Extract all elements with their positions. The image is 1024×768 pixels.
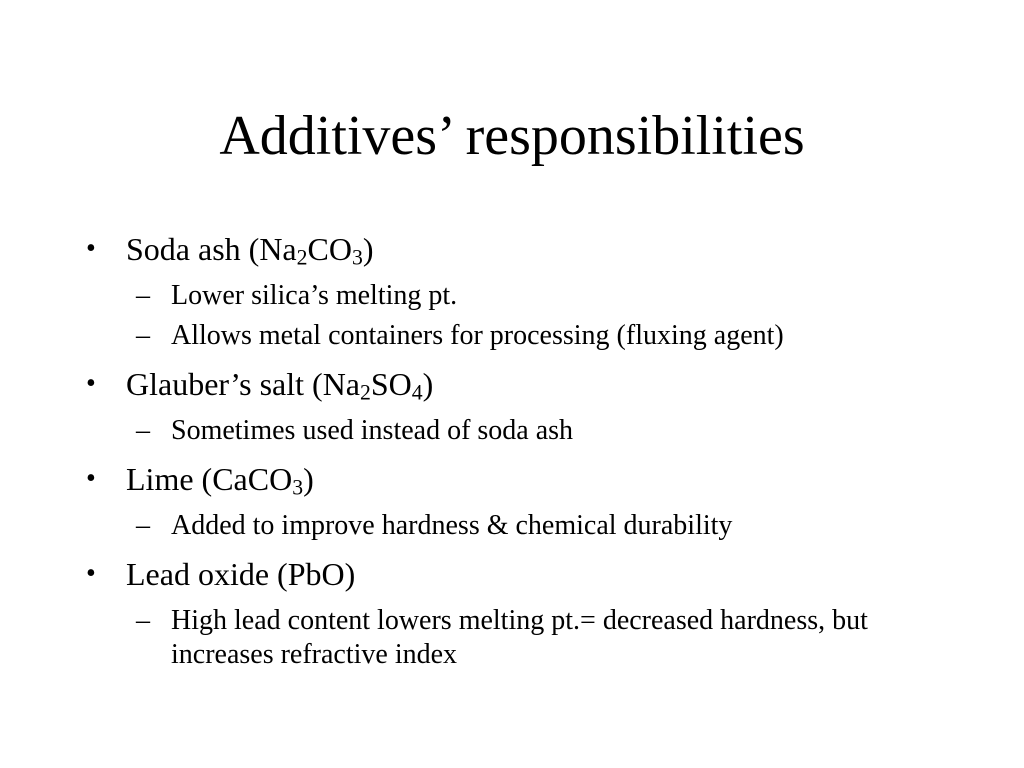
bullet-text: Lime (CaCO$_3$) [126,461,314,500]
sub-bullet-text: Lower silica’s melting pt. [171,280,458,311]
bullet-text: Glauber’s salt $(Na_2SO_4)$ [126,366,434,405]
bullet-list [86,224,986,678]
bullet-marker: • [86,368,96,399]
sub-bullet-item [86,414,986,448]
sub-bullet-marker: – [136,415,150,446]
bullet-item-lead-oxide [86,549,986,672]
bullet-marker: • [86,463,96,494]
sub-bullet-marker: – [136,605,150,636]
sub-bullet-list [86,509,986,543]
sub-bullet-list [86,279,986,353]
bullet-text: Lead oxide (PbO) [126,556,356,592]
sub-bullet-marker: – [136,510,150,541]
sub-bullet-list [86,604,986,672]
bullet-marker: • [86,233,96,264]
sub-bullet-text: Allows metal containers for processing (fluxing agent) [171,320,784,351]
slide-title: Additives’ responsibilities [219,105,805,167]
sub-bullet-text: Added to improve hardness & chemical durability [171,510,733,541]
sub-bullet-item [86,319,986,353]
sub-bullet-text: High lead content lowers melting pt.= decreased hardness, but increases refractive index [171,605,868,670]
sub-bullet-text: Sometimes used instead of soda ash [171,415,574,446]
bullet-item-glaubers-salt [86,359,986,448]
sub-bullet-list [86,414,986,448]
bullet-item-lime [86,454,986,543]
sub-bullet-marker: – [136,320,150,351]
bullet-marker: • [86,558,96,589]
bullet-text: Soda ash $(Na_2CO_3)$ [126,231,374,270]
sub-bullet-marker: – [136,280,150,311]
sub-bullet-item [86,279,986,313]
sub-bullet-item [86,604,931,672]
bullet-item-soda-ash [86,224,986,353]
sub-bullet-item [86,509,986,543]
